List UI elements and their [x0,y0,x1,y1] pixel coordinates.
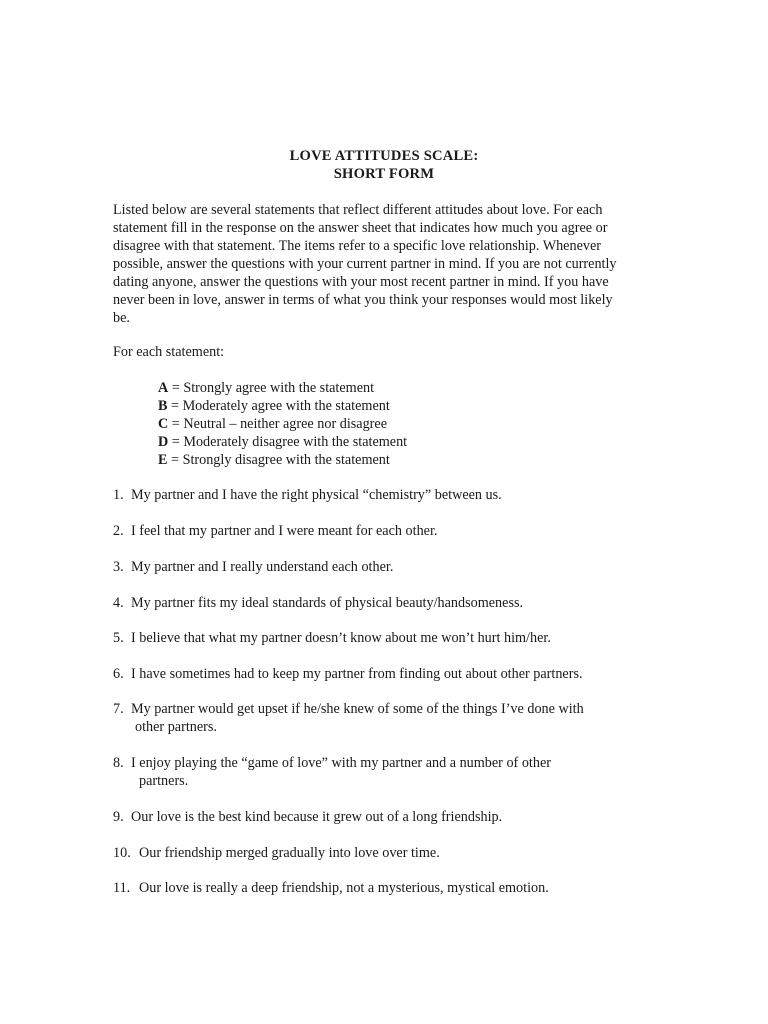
scale-key: B [158,397,168,414]
item-text: I feel that my partner and I were meant for each other. [131,523,438,539]
instructions-line: statement fill in the response on the answer sheet that indicates how much you agree or [113,220,608,236]
statement-item-3 [113,558,393,576]
scale-key: E [158,451,168,468]
document-title: LOVE ATTITUDES SCALE: [289,148,479,164]
item-number: 9. [113,809,124,825]
scale-text: = Neutral – neither agree nor disagree [168,415,387,432]
statement-item-6 [113,665,583,683]
response-scale [158,380,407,470]
statement-item-5 [113,629,551,647]
item-number: 11. [113,880,131,896]
scale-key: D [158,433,169,450]
instructions-line: never been in love, answer in terms of what you think your responses would most likely [113,292,613,308]
instructions-line: disagree with that statement. The items refer to a specific love relationship. Whenever [113,238,601,254]
item-number: 7. [113,701,124,717]
item-text-continued: partners. [139,773,189,789]
item-text: My partner would get upset if he/she knew of some of the things I’ve done with [131,701,584,717]
statement-item-2 [113,522,437,540]
instructions-line: be. [113,310,130,326]
instructions-line: possible, answer the questions with your current partner in mind. If you are not currently [113,256,617,272]
item-text: My partner and I have the right physical “chemistry” between us. [131,487,502,503]
item-text: Our love is really a deep friendship, not a mysterious, mystical emotion. [139,880,549,896]
item-text: Our friendship merged gradually into love over time. [139,845,440,861]
item-text: My partner and I really understand each other. [131,559,394,575]
scale-option-d [158,434,407,452]
item-text: I enjoy playing the “game of love” with my partner and a number of other [131,755,551,771]
item-number: 5. [113,630,124,646]
scale-option-e [158,452,407,470]
instructions-line: dating anyone, answer the questions with your most recent partner in mind. If you have [113,274,609,290]
scale-text: = Moderately agree with the statement [167,397,390,414]
scale-text: = Strongly disagree with the statement [167,451,390,468]
scale-text: = Strongly agree with the statement [168,380,375,396]
item-text: I have sometimes had to keep my partner from finding out about other partners. [131,666,583,682]
instructions-paragraph [113,201,658,327]
statement-item-4 [113,594,523,612]
item-number: 6. [113,666,124,682]
item-text: My partner fits my ideal standards of physical beauty/handsomeness. [131,595,524,611]
item-number: 4. [113,595,124,611]
item-text: I believe that what my partner doesn’t know about me won’t hurt him/her. [131,630,551,646]
statement-item-8 [113,754,551,790]
item-number: 8. [113,755,124,771]
scale-option-a [158,380,407,398]
scale-option-b [158,398,407,416]
item-number: 1. [113,487,124,503]
scale-option-c [158,416,407,434]
scale-text: = Moderately disagree with the statement [168,433,408,450]
for-each-label: For each statement: [113,344,225,360]
item-number: 3. [113,559,124,575]
statement-item-10 [113,844,440,862]
statement-item-11 [113,879,549,897]
item-text-continued: other partners. [135,719,217,735]
scale-key: C [158,415,169,432]
instructions-line: Listed below are several statements that reflect different attitudes about love. For each [113,202,603,218]
statement-item-9 [113,808,502,826]
statement-item-7 [113,700,584,736]
document-subtitle: SHORT FORM [333,166,435,182]
scale-key: A [158,380,169,396]
item-text: Our love is the best kind because it grew out of a long friendship. [131,809,503,825]
item-number: 10. [113,845,131,861]
statement-item-1 [113,486,502,504]
item-number: 2. [113,523,124,539]
